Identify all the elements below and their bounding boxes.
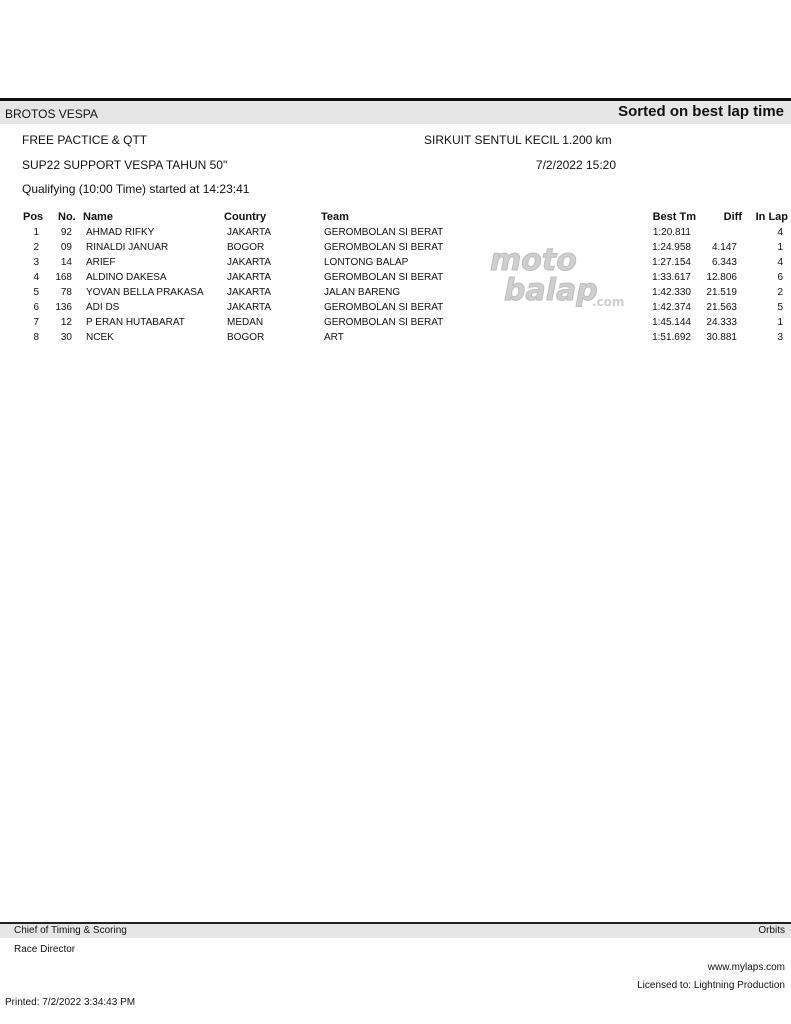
col-country-header: Country [224, 211, 267, 223]
cell-diff: 24.333 [706, 317, 737, 328]
website-label: www.mylaps.com [707, 962, 785, 973]
cell-no: 136 [55, 302, 72, 313]
cell-name: NCEK [86, 332, 114, 343]
cell-diff: 21.563 [706, 302, 737, 313]
cell-pos: 5 [33, 287, 39, 298]
cell-best-time: 1:42.330 [652, 287, 691, 298]
circuit-name: SIRKUIT SENTUL KECIL 1.200 km [424, 133, 612, 147]
sort-note: Sorted on best lap time [618, 103, 784, 120]
cell-pos: 6 [33, 302, 39, 313]
cell-name: ALDINO DAKESA [86, 272, 167, 283]
chief-of-timing-label: Chief of Timing & Scoring [14, 925, 127, 936]
cell-best-time: 1:24.958 [652, 242, 691, 253]
cell-name: RINALDI JANUAR [86, 242, 169, 253]
session-name: FREE PACTICE & QTT [22, 133, 148, 147]
cell-pos: 7 [33, 317, 39, 328]
cell-name: ARIEF [86, 257, 116, 268]
cell-in-lap: 1 [777, 317, 783, 328]
cell-pos: 2 [33, 242, 39, 253]
cell-pos: 1 [33, 227, 39, 238]
cell-country: BOGOR [227, 332, 265, 343]
cell-best-time: 1:51.692 [652, 332, 691, 343]
cell-best-time: 1:20.811 [652, 227, 691, 238]
cell-country: JAKARTA [227, 227, 272, 238]
watermark-line1: moto [490, 243, 577, 278]
cell-best-time: 1:42.374 [652, 302, 691, 313]
table-row [0, 287, 791, 302]
col-pos-header: Pos [23, 211, 44, 223]
col-diff-header: Diff [723, 211, 742, 223]
cell-no: 12 [60, 317, 72, 328]
qualifying-info: Qualifying (10:00 Time) started at 14:23:41 [22, 182, 250, 196]
cell-team: GEROMBOLAN SI BERAT [324, 272, 444, 283]
cell-team: GEROMBOLAN SI BERAT [324, 242, 444, 253]
cell-in-lap: 6 [777, 272, 783, 283]
watermark-suffix: .com [592, 295, 625, 309]
cell-diff: 21.519 [706, 287, 737, 298]
cell-best-time: 1:45.144 [652, 317, 691, 328]
cell-team: LONTONG BALAP [324, 257, 409, 268]
table-row [0, 227, 791, 242]
cell-country: JAKARTA [227, 302, 272, 313]
cell-diff: 12.806 [706, 272, 737, 283]
cell-diff: 4.147 [711, 242, 737, 253]
organizer-name: BROTOS VESPA [5, 107, 98, 121]
cell-name: P ERAN HUTABARAT [86, 317, 185, 328]
cell-name: ADI DS [86, 302, 120, 313]
cell-best-time: 1:27.154 [652, 257, 691, 268]
cell-country: JAKARTA [227, 287, 272, 298]
cell-team: ART [324, 332, 344, 343]
cell-diff: 30.881 [706, 332, 737, 343]
session-date-time: 7/2/2022 15:20 [535, 158, 616, 172]
cell-country: BOGOR [227, 242, 265, 253]
cell-team: JALAN BARENG [324, 287, 401, 298]
col-name-header: Name [83, 211, 113, 223]
cell-country: MEDAN [227, 317, 264, 328]
cell-team: GEROMBOLAN SI BERAT [324, 317, 444, 328]
cell-pos: 4 [33, 272, 39, 283]
cell-diff: 6.343 [711, 257, 737, 268]
table-row [0, 332, 791, 347]
table-row [0, 302, 791, 317]
class-name: SUP22 SUPPORT VESPA TAHUN 50" [22, 158, 228, 172]
race-director-label: Race Director [14, 944, 76, 955]
cell-in-lap: 5 [777, 302, 783, 313]
cell-in-lap: 1 [777, 242, 783, 253]
watermark-line2: balap [504, 273, 598, 308]
cell-no: 78 [60, 287, 72, 298]
cell-team: GEROMBOLAN SI BERAT [324, 302, 444, 313]
table-row [0, 242, 791, 257]
cell-pos: 3 [33, 257, 39, 268]
cell-country: JAKARTA [227, 257, 272, 268]
cell-best-time: 1:33.617 [652, 272, 691, 283]
cell-no: 30 [60, 332, 72, 343]
table-row [0, 272, 791, 287]
cell-in-lap: 4 [777, 227, 783, 238]
cell-in-lap: 2 [777, 287, 783, 298]
cell-pos: 8 [33, 332, 39, 343]
col-team-header: Team [321, 211, 349, 223]
cell-no: 168 [55, 272, 72, 283]
cell-name: YOVAN BELLA PRAKASA [86, 287, 204, 298]
col-no-header: No. [58, 211, 76, 223]
cell-name: AHMAD RIFKY [86, 227, 155, 238]
table-row [0, 257, 791, 272]
col-lap-header: In Lap [755, 211, 788, 223]
cell-team: GEROMBOLAN SI BERAT [324, 227, 444, 238]
cell-no: 92 [60, 227, 72, 238]
cell-in-lap: 3 [777, 332, 783, 343]
orbits-label: Orbits [758, 925, 785, 936]
cell-country: JAKARTA [227, 272, 272, 283]
cell-in-lap: 4 [777, 257, 783, 268]
license-label: Licensed to: Lightning Production [637, 980, 785, 991]
printed-timestamp: Printed: 7/2/2022 3:34:43 PM [5, 997, 136, 1008]
col-best-header: Best Tm [652, 211, 696, 223]
table-row [0, 317, 791, 332]
cell-no: 14 [60, 257, 72, 268]
cell-no: 09 [60, 242, 72, 253]
